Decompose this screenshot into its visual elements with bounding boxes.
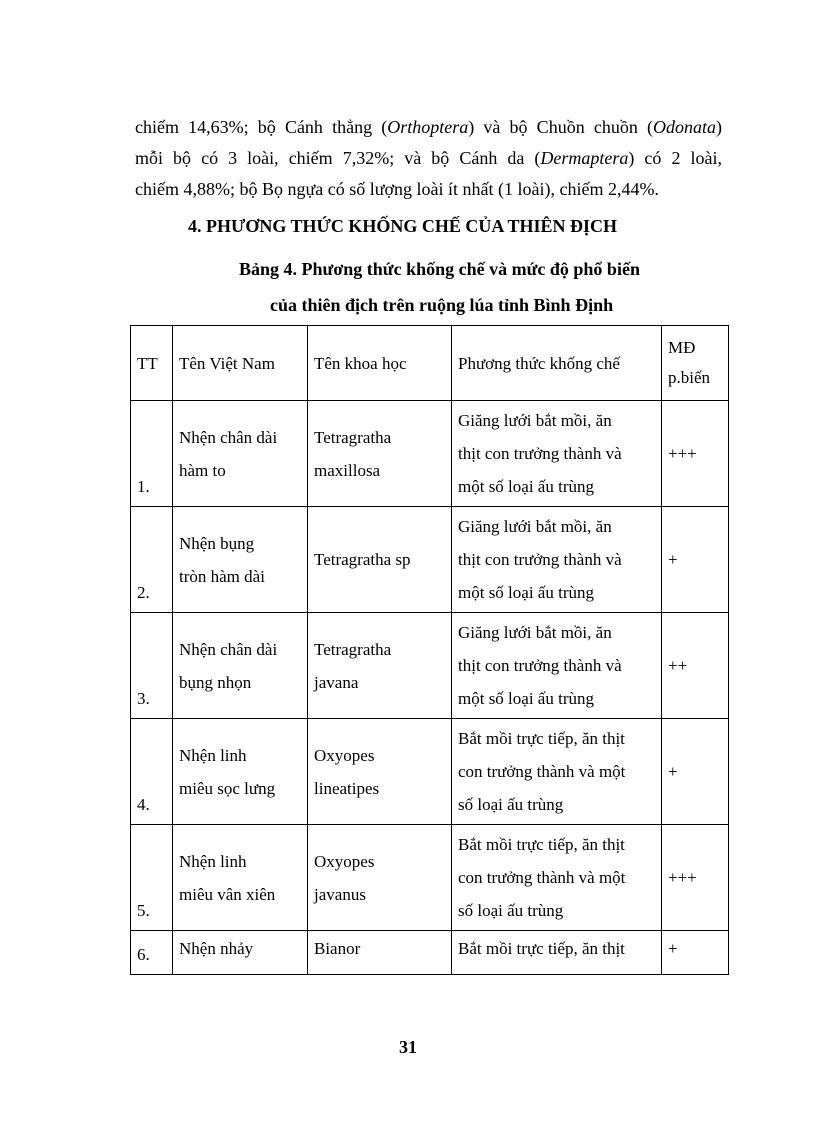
cell-tt: 6. xyxy=(131,931,173,975)
cell-tt: 2. xyxy=(131,507,173,613)
cell-viet-name xyxy=(173,825,308,931)
table-caption-line1: Bảng 4. Phương thức khống chế và mức độ phổ biến xyxy=(239,259,640,279)
cell-method-line: Giăng lưới bắt mồi, ăn xyxy=(458,411,612,430)
table-row xyxy=(131,507,729,613)
cell-viet-name-line: Nhện bụng xyxy=(179,533,255,553)
cell-method xyxy=(452,507,662,613)
cell-viet-name-line: bụng nhọn xyxy=(179,672,252,692)
cell-sci-name-line: lineatipes xyxy=(314,778,380,798)
cell-viet-name-line: Nhện linh xyxy=(179,745,247,765)
cell-viet-name-line: hàm to xyxy=(179,460,226,480)
p2-c: ) có 2 loài, xyxy=(628,148,722,168)
cell-md: +++ xyxy=(662,401,729,507)
table-row xyxy=(131,719,729,825)
cell-sci-name xyxy=(308,719,452,825)
header-md-line2: p.biến xyxy=(668,368,711,387)
cell-viet-name-line: Nhện linh xyxy=(179,851,247,871)
cell-tt: 1. xyxy=(131,401,173,507)
cell-sci-name xyxy=(308,401,452,507)
header-sci-name: Tên khoa học xyxy=(308,326,452,401)
p2-b: Dermaptera xyxy=(540,148,629,168)
table-row xyxy=(131,401,729,507)
cell-viet-name-line: Nhện chân dài xyxy=(179,427,278,447)
cell-viet-name xyxy=(173,719,308,825)
cell-sci-name-line: maxillosa xyxy=(314,460,381,480)
paragraph-line-3: chiếm 4,88%; bộ Bọ ngựa có số lượng loài ít nhất (1 loài), chiếm 2,44%. xyxy=(135,179,659,199)
cell-method xyxy=(452,931,662,975)
cell-method-line: một số loại ấu trùng xyxy=(458,689,594,708)
p1-b: Orthoptera xyxy=(387,117,469,137)
header-md-line1: MĐ xyxy=(668,338,696,357)
cell-method xyxy=(452,719,662,825)
cell-method-line: Giăng lưới bắt mồi, ăn xyxy=(458,517,612,536)
cell-tt: 4. xyxy=(131,719,173,825)
table-row xyxy=(131,931,729,975)
cell-sci-name-line: Tetragratha xyxy=(314,427,392,447)
table-row xyxy=(131,613,729,719)
paragraph-line-2 xyxy=(135,143,722,174)
cell-viet-name xyxy=(173,931,308,975)
cell-sci-name xyxy=(308,613,452,719)
page-number: 31 xyxy=(399,1037,417,1057)
cell-md: + xyxy=(662,719,729,825)
header-viet-name: Tên Việt Nam xyxy=(173,326,308,401)
header-method: Phương thức khống chế xyxy=(452,326,662,401)
p1-a: chiếm 14,63%; bộ Cánh thẳng ( xyxy=(135,117,388,137)
cell-sci-name xyxy=(308,825,452,931)
cell-method-line: Bắt mồi trực tiếp, ăn thịt xyxy=(458,939,625,958)
intro-paragraph xyxy=(135,112,722,205)
cell-sci-name-line: javanus xyxy=(314,884,366,904)
cell-method-line: Bắt mồi trực tiếp, ăn thịt xyxy=(458,729,625,748)
cell-md: + xyxy=(662,931,729,975)
p1-c: ) và bộ Chuồn chuồn ( xyxy=(468,117,653,137)
cell-viet-name xyxy=(173,401,308,507)
header-tt: TT xyxy=(131,326,173,401)
p1-d: Odonata xyxy=(652,117,716,137)
cell-sci-name-line: javana xyxy=(314,672,359,692)
table-caption-line2: của thiên địch trên ruộng lúa tỉnh Bình Định xyxy=(270,295,614,315)
cell-method xyxy=(452,613,662,719)
cell-sci-name-line: Oxyopes xyxy=(314,745,375,765)
section-heading: 4. PHƯƠNG THỨC KHỐNG CHẾ CỦA THIÊN ĐỊCH xyxy=(188,216,618,236)
cell-method-line: thịt con trưởng thành và xyxy=(458,550,622,569)
cell-tt: 3. xyxy=(131,613,173,719)
cell-viet-name-line: miêu sọc lưng xyxy=(179,778,276,798)
cell-sci-name-line: Oxyopes xyxy=(314,851,375,871)
cell-viet-name-line: Nhện chân dài xyxy=(179,639,278,659)
cell-sci-name-line: Tetragratha sp xyxy=(314,550,411,569)
cell-method-line: thịt con trưởng thành và xyxy=(458,444,622,463)
cell-method-line: thịt con trưởng thành và xyxy=(458,656,622,675)
cell-method-line: Giăng lưới bắt mồi, ăn xyxy=(458,623,612,642)
cell-sci-name-line: Tetragratha xyxy=(314,639,392,659)
p2-a: mỗi bộ có 3 loài, chiếm 7,32%; và bộ Cánh da ( xyxy=(135,148,541,168)
header-md xyxy=(662,326,729,401)
cell-method-line: con trưởng thành và một xyxy=(458,868,626,887)
cell-viet-name xyxy=(173,507,308,613)
cell-tt: 5. xyxy=(131,825,173,931)
cell-sci-name xyxy=(308,931,452,975)
cell-method-line: con trưởng thành và một xyxy=(458,762,626,781)
cell-md: ++ xyxy=(662,613,729,719)
paragraph-line-1 xyxy=(135,112,722,143)
cell-method-line: một số loại ấu trùng xyxy=(458,583,594,602)
natural-enemies-table xyxy=(130,325,729,975)
table-row xyxy=(131,825,729,931)
cell-md: +++ xyxy=(662,825,729,931)
cell-viet-name-line: Nhện nhảy xyxy=(179,939,254,958)
table-header-row xyxy=(131,326,729,401)
cell-sci-name-line: Bianor xyxy=(314,939,361,958)
cell-method-line: một số loại ấu trùng xyxy=(458,477,594,496)
cell-viet-name xyxy=(173,613,308,719)
cell-viet-name-line: miêu vân xiên xyxy=(179,884,276,904)
cell-method xyxy=(452,401,662,507)
cell-viet-name-line: tròn hàm dài xyxy=(179,566,265,586)
cell-method-line: số loại ấu trùng xyxy=(458,901,564,920)
cell-method-line: Bắt mồi trực tiếp, ăn thịt xyxy=(458,835,625,854)
p1-e: ) xyxy=(715,117,722,137)
cell-method xyxy=(452,825,662,931)
cell-method-line: số loại ấu trùng xyxy=(458,795,564,814)
cell-md: + xyxy=(662,507,729,613)
cell-sci-name xyxy=(308,507,452,613)
